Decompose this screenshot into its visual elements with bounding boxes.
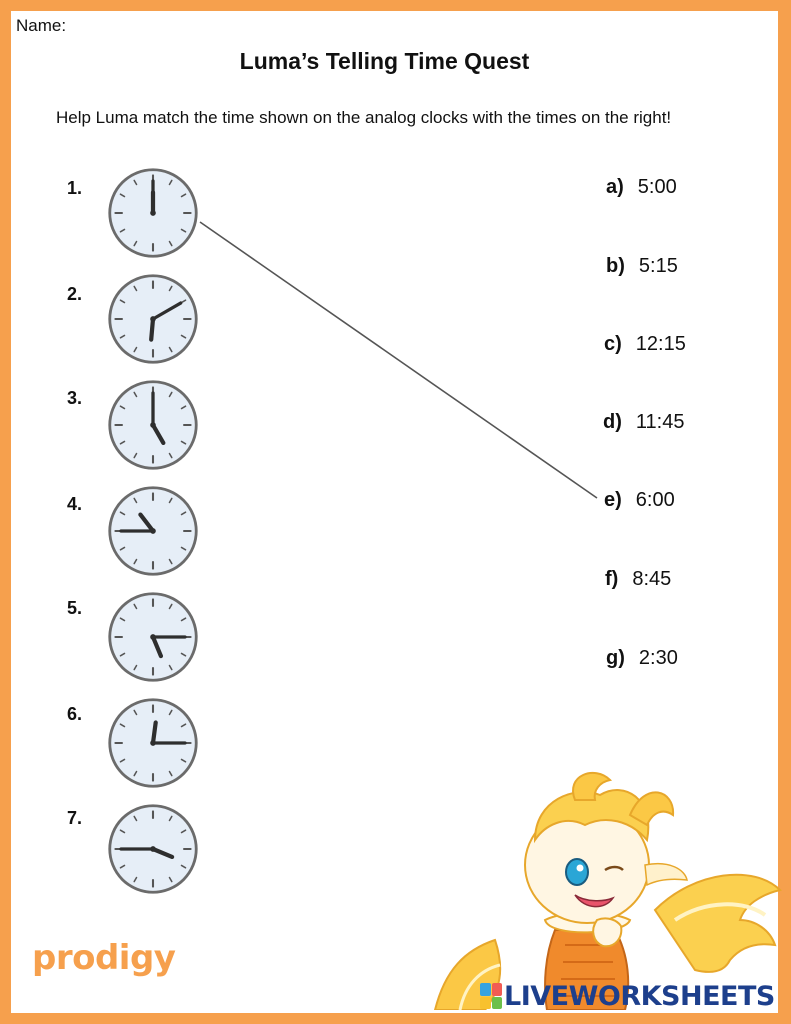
prodigy-logo: prodigy [32,938,176,978]
answer-a[interactable] [606,176,677,199]
question-number-3: 3. [67,388,83,408]
question-number-2: 2. [67,284,83,304]
clock-center-pin [150,740,156,746]
answer-letter: a) [606,176,624,198]
answer-letter: d) [603,411,622,433]
clock-icon-4[interactable] [106,484,200,578]
question-number-4: 4. [67,494,83,514]
clock-icon-5[interactable] [106,590,200,684]
answer-g[interactable] [606,647,678,670]
hour-hand [151,319,153,340]
question-number-5: 5. [67,598,83,618]
answer-e[interactable] [604,489,675,512]
clock-center-pin [150,210,156,216]
name-label: Name: [16,16,67,35]
liveworksheets-icon [480,983,502,1009]
instructions: Help Luma match the time shown on the analog clocks with the times on the right! [56,108,672,127]
question-number-1: 1. [67,178,83,198]
clock-center-pin [150,846,156,852]
answer-letter: f) [605,568,619,590]
question-number-7: 7. [67,808,83,828]
clock-icon-3[interactable] [106,378,200,472]
answer-d[interactable] [603,411,684,434]
answer-time: 5:15 [638,255,678,277]
answer-letter: b) [606,255,625,277]
liveworksheets-watermark [480,978,775,1014]
answer-letter: c) [604,333,622,355]
clock-center-pin [150,634,156,640]
answer-time: 2:30 [638,647,678,669]
answer-time: 8:45 [632,568,672,590]
clock-icon-2[interactable] [106,272,200,366]
liveworksheets-text: LIVEWORKSHEETS [504,980,775,1012]
answer-time: 6:00 [635,489,675,511]
answer-time: 5:00 [637,176,677,198]
luma-dragon-illustration [425,770,785,1010]
answer-time: 12:15 [635,333,686,355]
clock-icon-1[interactable] [106,166,200,260]
answer-letter: g) [606,647,625,669]
clock-center-pin [150,528,156,534]
page-title: Luma’s Telling Time Quest [239,48,530,74]
clock-center-pin [150,422,156,428]
answer-letter: e) [604,489,622,511]
answer-c[interactable] [604,333,686,356]
hour-hand [153,722,156,743]
answer-b[interactable] [606,255,678,278]
answer-time: 11:45 [635,411,685,433]
question-number-6: 6. [67,704,83,724]
clock-center-pin [150,316,156,322]
clock-icon-6[interactable] [106,696,200,790]
clock-icon-7[interactable] [106,802,200,896]
answer-f[interactable] [605,568,671,591]
